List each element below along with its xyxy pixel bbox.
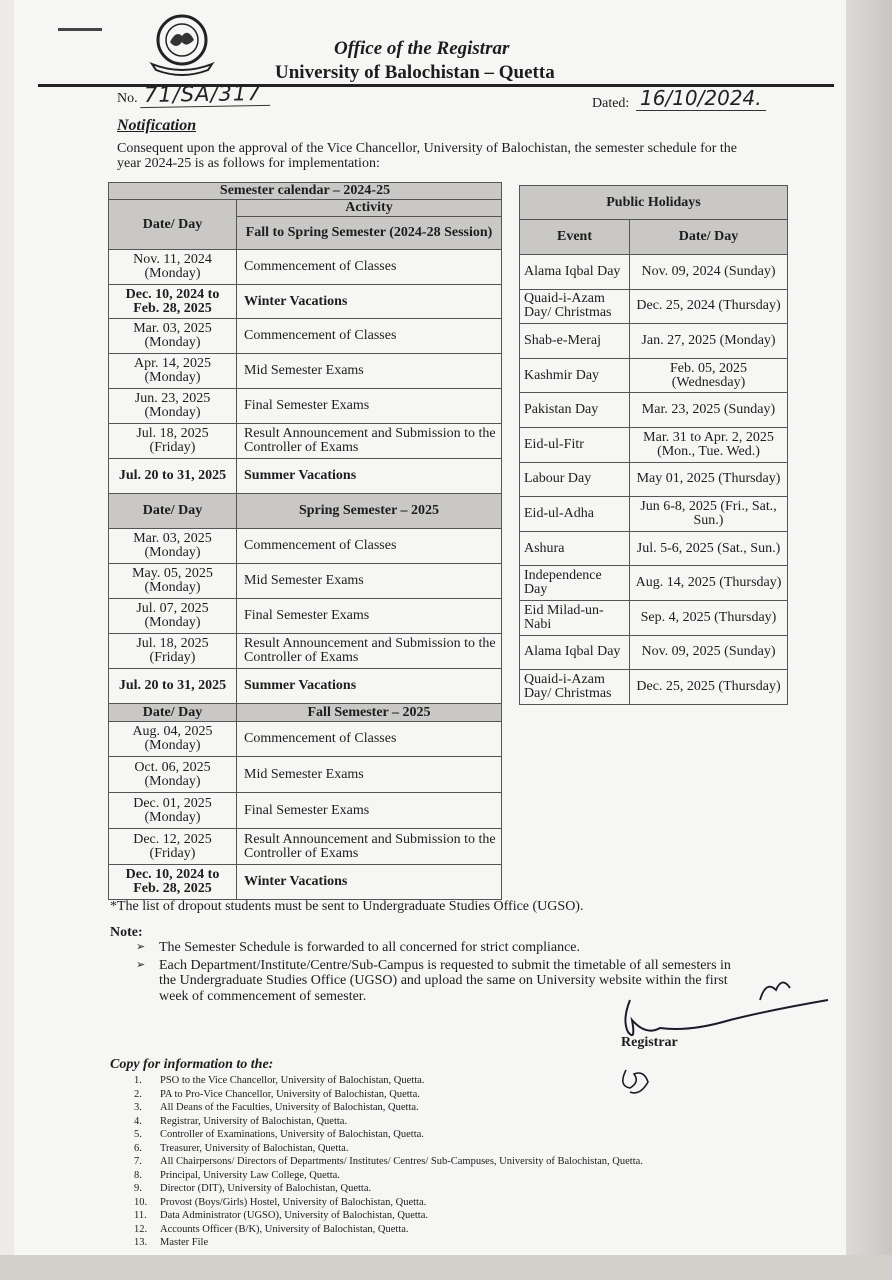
copy-recipient-number: 7. (134, 1156, 142, 1167)
schedule-date: Dec. 01, 2025 (Monday) (109, 793, 237, 829)
schedule-activity: Commencement of Classes (237, 529, 502, 564)
semester-row (109, 865, 502, 900)
holiday-event: Quaid-i-Azam Day/ Christmas (520, 670, 630, 705)
copy-recipient-number: 11. (134, 1210, 147, 1221)
copy-recipient (134, 1196, 643, 1210)
copy-recipient-text: All Chairpersons/ Directors of Departments/ Institutes/ Centres/ Sub-Campuses, University of Balochistan, Quetta. (160, 1156, 643, 1167)
copy-recipient-number: 5. (134, 1129, 142, 1140)
holiday-date: May 01, 2025 (Thursday) (630, 462, 788, 497)
copy-recipient-text: PA to Pro-Vice Chancellor, University of Balochistan, Quetta. (160, 1088, 420, 1100)
holiday-date: Jun 6-8, 2025 (Fri., Sat., Sun.) (630, 497, 788, 532)
copy-recipient (134, 1074, 643, 1088)
semester-row (109, 389, 502, 424)
copy-recipient (134, 1101, 643, 1115)
holiday-date: Dec. 25, 2025 (Thursday) (630, 670, 788, 705)
schedule-date: Jul. 07, 2025 (Monday) (109, 599, 237, 634)
arrow-bullet-icon: ➢ (136, 958, 146, 971)
holiday-event: Alama Iqbal Day (520, 635, 630, 670)
fall-header: Fall Semester – 2025 (237, 704, 502, 722)
holiday-event: Eid Milad-un-Nabi (520, 600, 630, 635)
col-date-day: Date/ Day (109, 704, 237, 722)
col-date-day: Date/ Day (109, 494, 237, 529)
schedule-activity: Final Semester Exams (237, 793, 502, 829)
copy-recipient (134, 1128, 643, 1142)
date-label: Dated: (592, 96, 630, 111)
semester-row (109, 599, 502, 634)
holiday-date: Aug. 14, 2025 (Thursday) (630, 566, 788, 601)
schedule-date: Apr. 14, 2025 (Monday) (109, 354, 237, 389)
office-title: Office of the Registrar (334, 38, 510, 59)
schedule-activity: Mid Semester Exams (237, 757, 502, 793)
schedule-date: Mar. 03, 2025 (Monday) (109, 529, 237, 564)
schedule-date: Dec. 10, 2024 to Feb. 28, 2025 (109, 285, 237, 319)
holiday-event: Quaid-i-Azam Day/ Christmas (520, 289, 630, 324)
schedule-date: Dec. 12, 2025 (Friday) (109, 829, 237, 865)
schedule-date: Jul. 20 to 31, 2025 (109, 459, 237, 494)
copy-recipient-text: All Deans of the Faculties, University of Balochistan, Quetta. (160, 1102, 419, 1113)
schedule-activity: Winter Vacations (237, 285, 502, 319)
copy-recipient-number: 10. (134, 1196, 148, 1208)
copy-recipient-number: 2. (134, 1088, 142, 1100)
schedule-date: Nov. 11, 2024 (Monday) (109, 250, 237, 285)
copy-list (134, 1074, 643, 1250)
university-seal-logo (146, 12, 218, 76)
schedule-activity: Final Semester Exams (237, 599, 502, 634)
copy-recipient (134, 1169, 643, 1183)
holiday-event: Ashura (520, 531, 630, 566)
copy-recipient-text: Director (DIT), University of Balochistan, Quetta. (160, 1183, 372, 1194)
holiday-date: Mar. 31 to Apr. 2, 2025 (Mon., Tue. Wed.) (630, 427, 788, 462)
copy-recipient-text: Registrar, University of Balochistan, Quetta. (160, 1115, 348, 1127)
semester-row (109, 634, 502, 669)
copy-title: Copy for information to the: (110, 1057, 274, 1072)
pen-mark (58, 28, 102, 31)
holidays-title: Public Holidays (520, 186, 788, 220)
schedule-activity: Mid Semester Exams (237, 354, 502, 389)
copy-recipient-number: 9. (134, 1183, 142, 1194)
schedule-date: Jul. 18, 2025 (Friday) (109, 634, 237, 669)
notification-title: Notification (117, 117, 197, 134)
schedule-activity: Result Announcement and Submission to the Controller of Exams (237, 829, 502, 865)
schedule-activity: Commencement of Classes (237, 319, 502, 354)
holiday-row (520, 358, 788, 393)
schedule-activity: Result Announcement and Submission to the Controller of Exams (237, 424, 502, 459)
reference-number: 71/SA/317 (140, 81, 270, 108)
holiday-date: Sep. 4, 2025 (Thursday) (630, 600, 788, 635)
copy-recipient-text: Accounts Officer (B/K), University of Balochistan, Quetta. (160, 1223, 409, 1235)
semester-row (109, 829, 502, 865)
copy-recipient (134, 1142, 643, 1156)
holiday-event: Independence Day (520, 566, 630, 601)
schedule-activity: Winter Vacations (237, 865, 502, 900)
schedule-date: Jun. 23, 2025 (Monday) (109, 389, 237, 424)
reference-label: No. (117, 91, 138, 106)
semester-row (109, 459, 502, 494)
signatory-title: Registrar (621, 1035, 678, 1050)
copy-recipient (134, 1223, 643, 1237)
note-item: ➢ The Semester Schedule is forwarded to all concerned for strict compliance. (136, 940, 581, 955)
semester-row (109, 564, 502, 599)
holiday-row (520, 324, 788, 359)
holiday-row (520, 600, 788, 635)
semester-row (109, 669, 502, 704)
notification-intro: Consequent upon the approval of the Vice Chancellor, University of Balochistan, the semester schedule for the year 2024-25 is as follows for implementation: (117, 141, 737, 171)
holiday-row (520, 635, 788, 670)
holiday-event: Pakistan Day (520, 393, 630, 428)
copy-recipient-text: Controller of Examinations, University of Balochistan, Quetta. (160, 1129, 424, 1140)
copy-recipient-number: 3. (134, 1102, 142, 1113)
copy-recipient-number: 4. (134, 1115, 142, 1127)
semester-row (109, 424, 502, 459)
holiday-date: Feb. 05, 2025 (Wednesday) (630, 358, 788, 393)
copy-recipient-text: Principal, University Law College, Quetta. (160, 1169, 340, 1181)
holiday-event: Alama Iqbal Day (520, 255, 630, 290)
schedule-date: Oct. 06, 2025 (Monday) (109, 757, 237, 793)
copy-recipient-number: 12. (134, 1223, 148, 1235)
page-shadow (846, 0, 892, 1280)
university-name: University of Balochistan – Quetta (275, 62, 555, 83)
holiday-row (520, 393, 788, 428)
semester-row (109, 793, 502, 829)
semester-row (109, 285, 502, 319)
holiday-event: Labour Day (520, 462, 630, 497)
copy-recipient (134, 1115, 643, 1129)
semester-table-title: Semester calendar – 2024-25 (109, 183, 502, 200)
copy-recipient-text: Data Administrator (UGSO), University of Balochistan, Quetta. (160, 1210, 428, 1221)
holiday-row (520, 255, 788, 290)
col-date-day: Date/ Day (109, 200, 237, 250)
date-value: 16/10/2024. (636, 86, 766, 111)
note-item: ➢ Each Department/Institute/Centre/Sub-Campus is requested to submit the timetable of all semesters in the Undergraduate Studies Office (UGSO) and upload the same on University website within the first week of commencement of semester. (136, 957, 731, 1004)
holiday-row (520, 427, 788, 462)
copy-recipient (134, 1236, 643, 1250)
schedule-date: Jul. 20 to 31, 2025 (109, 669, 237, 704)
holiday-row (520, 531, 788, 566)
copy-recipient-text: Master File (160, 1237, 209, 1248)
copy-recipient-text: Provost (Boys/Girls) Hostel, University of Balochistan, Quetta. (160, 1196, 427, 1208)
holiday-date: Jan. 27, 2025 (Monday) (630, 324, 788, 359)
schedule-activity: Commencement of Classes (237, 250, 502, 285)
holiday-row (520, 462, 788, 497)
holiday-date: Nov. 09, 2024 (Sunday) (630, 255, 788, 290)
spring-header: Spring Semester – 2025 (237, 494, 502, 529)
col-date-day: Date/ Day (630, 220, 788, 255)
arrow-bullet-icon: ➢ (136, 941, 146, 953)
schedule-activity: Summer Vacations (237, 669, 502, 704)
holiday-row (520, 670, 788, 705)
semester-row (109, 319, 502, 354)
holiday-date: Nov. 09, 2025 (Sunday) (630, 635, 788, 670)
public-holidays-table (519, 185, 788, 705)
copy-recipient (134, 1088, 643, 1102)
semester-row (109, 757, 502, 793)
schedule-date: Jul. 18, 2025 (Friday) (109, 424, 237, 459)
holiday-date: Mar. 23, 2025 (Sunday) (630, 393, 788, 428)
holiday-row (520, 289, 788, 324)
holiday-event: Kashmir Day (520, 358, 630, 393)
holiday-date: Dec. 25, 2024 (Thursday) (630, 289, 788, 324)
semester-row (109, 354, 502, 389)
holiday-event: Eid-ul-Adha (520, 497, 630, 532)
schedule-date: Mar. 03, 2025 (Monday) (109, 319, 237, 354)
schedule-activity: Commencement of Classes (237, 722, 502, 757)
semester-row (109, 250, 502, 285)
copy-recipient (134, 1209, 643, 1223)
copy-recipient (134, 1155, 643, 1169)
holiday-row (520, 566, 788, 601)
col-event: Event (520, 220, 630, 255)
schedule-date: Aug. 04, 2025 (Monday) (109, 722, 237, 757)
desk-surface (0, 1255, 892, 1280)
col-activity: Activity (237, 200, 502, 217)
semester-row (109, 529, 502, 564)
schedule-date: May. 05, 2025 (Monday) (109, 564, 237, 599)
copy-recipient-text: PSO to the Vice Chancellor, University of Balochistan, Quetta. (160, 1075, 425, 1086)
schedule-activity: Summer Vacations (237, 459, 502, 494)
schedule-activity: Final Semester Exams (237, 389, 502, 424)
dropout-footnote: *The list of dropout students must be sent to Undergraduate Studies Office (UGSO). (110, 899, 584, 914)
holiday-event: Eid-ul-Fitr (520, 427, 630, 462)
copy-recipient-number: 8. (134, 1169, 142, 1181)
semester-calendar-table (108, 182, 502, 900)
holiday-row (520, 497, 788, 532)
semester-row (109, 722, 502, 757)
schedule-date: Dec. 10, 2024 to Feb. 28, 2025 (109, 865, 237, 900)
note-title: Note: (110, 925, 143, 940)
copy-recipient-text: Treasurer, University of Balochistan, Quetta. (160, 1142, 349, 1154)
schedule-activity: Mid Semester Exams (237, 564, 502, 599)
holiday-date: Jul. 5-6, 2025 (Sat., Sun.) (630, 531, 788, 566)
holiday-event: Shab-e-Meraj (520, 324, 630, 359)
copy-recipient-number: 13. (134, 1237, 148, 1248)
copy-recipient (134, 1182, 643, 1196)
copy-recipient-number: 6. (134, 1142, 142, 1154)
schedule-activity: Result Announcement and Submission to the Controller of Exams (237, 634, 502, 669)
copy-recipient-number: 1. (134, 1075, 142, 1086)
fall-spring-header: Fall to Spring Semester (2024-28 Session) (237, 217, 502, 250)
